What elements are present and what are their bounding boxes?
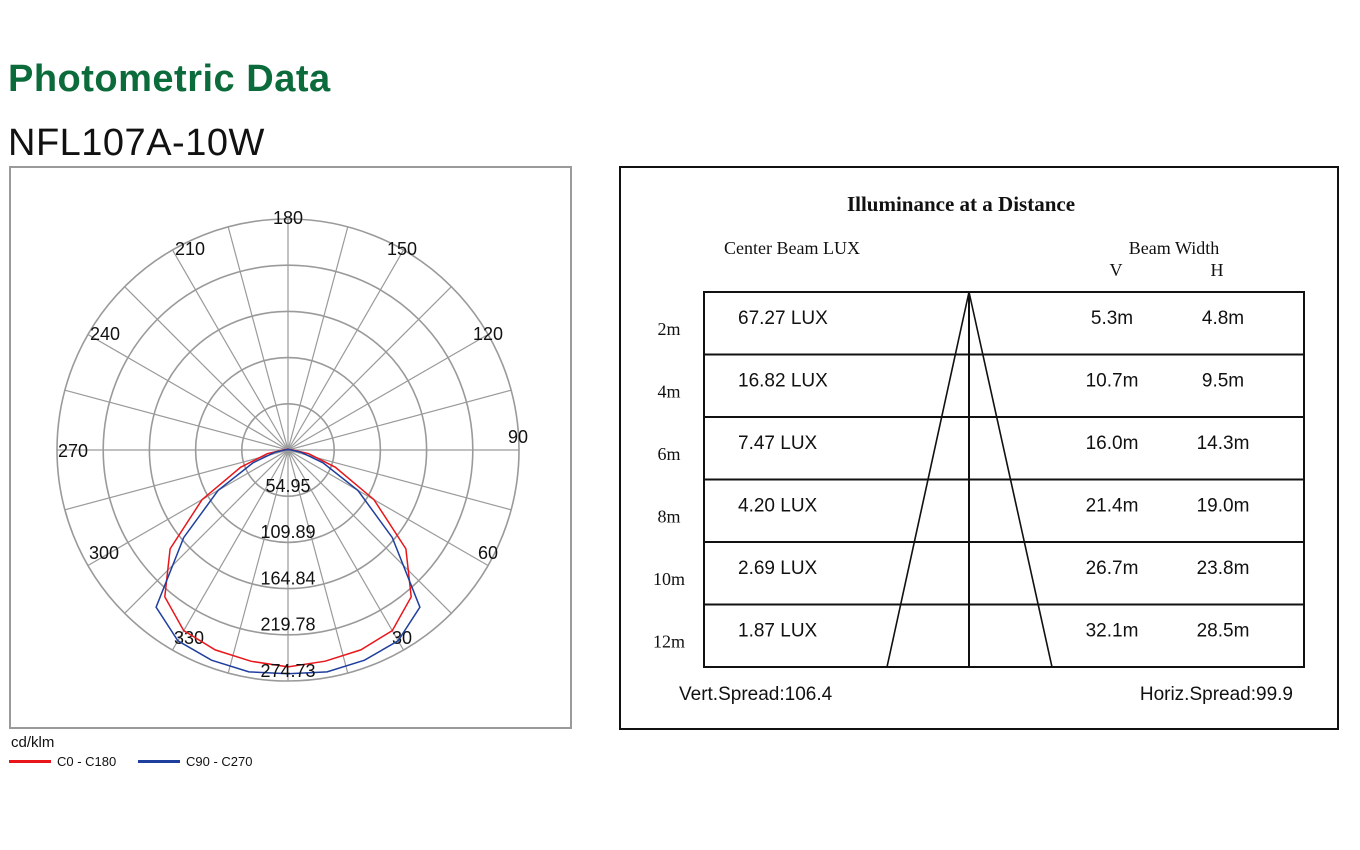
h-header: H (1210, 260, 1224, 280)
beam-v-value: 21.4m (1085, 495, 1139, 517)
distance-label: 12m (652, 631, 686, 652)
horiz-spread: Horiz.Spread:99.9 (1139, 684, 1293, 705)
unit-label: cd/klm (11, 734, 55, 751)
radial-label-4: 274.73 (260, 660, 316, 681)
vert-spread: Vert.Spread:106.4 (679, 684, 833, 705)
angle-label-300: 300 (88, 542, 120, 563)
angle-label-150: 150 (386, 238, 418, 259)
angle-label-270: 270 (57, 440, 89, 461)
polar-spoke-330 (173, 250, 289, 450)
polar-spoke-30 (288, 250, 404, 450)
legend-label-c0: C0 - C180 (57, 754, 117, 769)
legend-swatch-c90 (138, 760, 180, 763)
distance-label: 4m (657, 381, 681, 402)
polar-spoke-120 (288, 450, 488, 566)
angle-label-90: 90 (507, 426, 529, 447)
polar-spoke-345 (228, 227, 288, 450)
lux-value: 7.47 LUX (738, 433, 818, 454)
angle-label-210: 210 (174, 238, 206, 259)
polar-chart-panel (9, 166, 572, 729)
polar-spoke-285 (65, 390, 288, 450)
beam-v-value: 26.7m (1085, 558, 1139, 579)
radial-label-2: 164.84 (260, 568, 316, 589)
polar-spoke-75 (288, 390, 511, 450)
beam-h-value: 28.5m (1196, 620, 1250, 642)
beam-v-value: 10.7m (1085, 370, 1139, 392)
distance-label: 6m (657, 444, 681, 464)
illuminance-panel (619, 166, 1339, 730)
legend-swatch-c0 (9, 760, 51, 763)
center-beam-header: Center Beam LUX (724, 238, 860, 258)
radial-label-0: 54.95 (265, 475, 311, 496)
angle-label-120: 120 (472, 323, 504, 344)
radial-label-1: 109.89 (260, 522, 316, 543)
beam-h-value: 23.8m (1196, 558, 1250, 579)
distance-label: 8m (657, 506, 681, 527)
beam-v-value: 32.1m (1085, 620, 1139, 642)
beam-v-value: 16.0m (1085, 433, 1139, 454)
table-title: Illuminance at a Distance (846, 192, 1076, 216)
beam-width-header: Beam Width (1128, 238, 1220, 258)
page-title: Photometric Data (8, 58, 331, 100)
polar-spoke-45 (288, 287, 451, 450)
lux-value: 4.20 LUX (738, 495, 818, 517)
legend-item-c90 (138, 754, 252, 769)
distance-label: 2m (657, 319, 681, 339)
angle-label-30: 30 (391, 627, 413, 648)
legend-item-c0 (9, 754, 116, 769)
lux-value: 2.69 LUX (738, 558, 818, 579)
illuminance-table (621, 168, 1337, 728)
beam-h-value: 4.8m (1201, 308, 1245, 329)
model-number: NFL107A-10W (8, 122, 265, 164)
lux-value: 67.27 LUX (738, 308, 828, 329)
beam-h-value: 9.5m (1201, 370, 1245, 392)
angle-label-240: 240 (89, 323, 121, 344)
lux-value: 16.82 LUX (738, 370, 828, 392)
angle-label-330: 330 (173, 627, 205, 648)
legend-label-c90: C90 - C270 (186, 754, 253, 769)
polar-spoke-315 (125, 287, 288, 450)
polar-spoke-60 (288, 335, 488, 451)
polar-spoke-105 (288, 450, 511, 510)
angle-label-60: 60 (477, 542, 499, 563)
beam-h-value: 19.0m (1196, 495, 1250, 517)
polar-spoke-300 (88, 335, 288, 451)
radial-label-3: 219.78 (260, 614, 316, 635)
distance-label: 10m (652, 569, 686, 589)
polar-spoke-255 (65, 450, 288, 510)
v-header: V (1109, 260, 1123, 280)
beam-v-value: 5.3m (1090, 308, 1134, 329)
lux-value: 1.87 LUX (738, 620, 818, 642)
beam-h-value: 14.3m (1196, 433, 1250, 454)
polar-spoke-15 (288, 227, 348, 450)
polar-chart (11, 168, 570, 727)
angle-label-180: 180 (272, 207, 304, 228)
